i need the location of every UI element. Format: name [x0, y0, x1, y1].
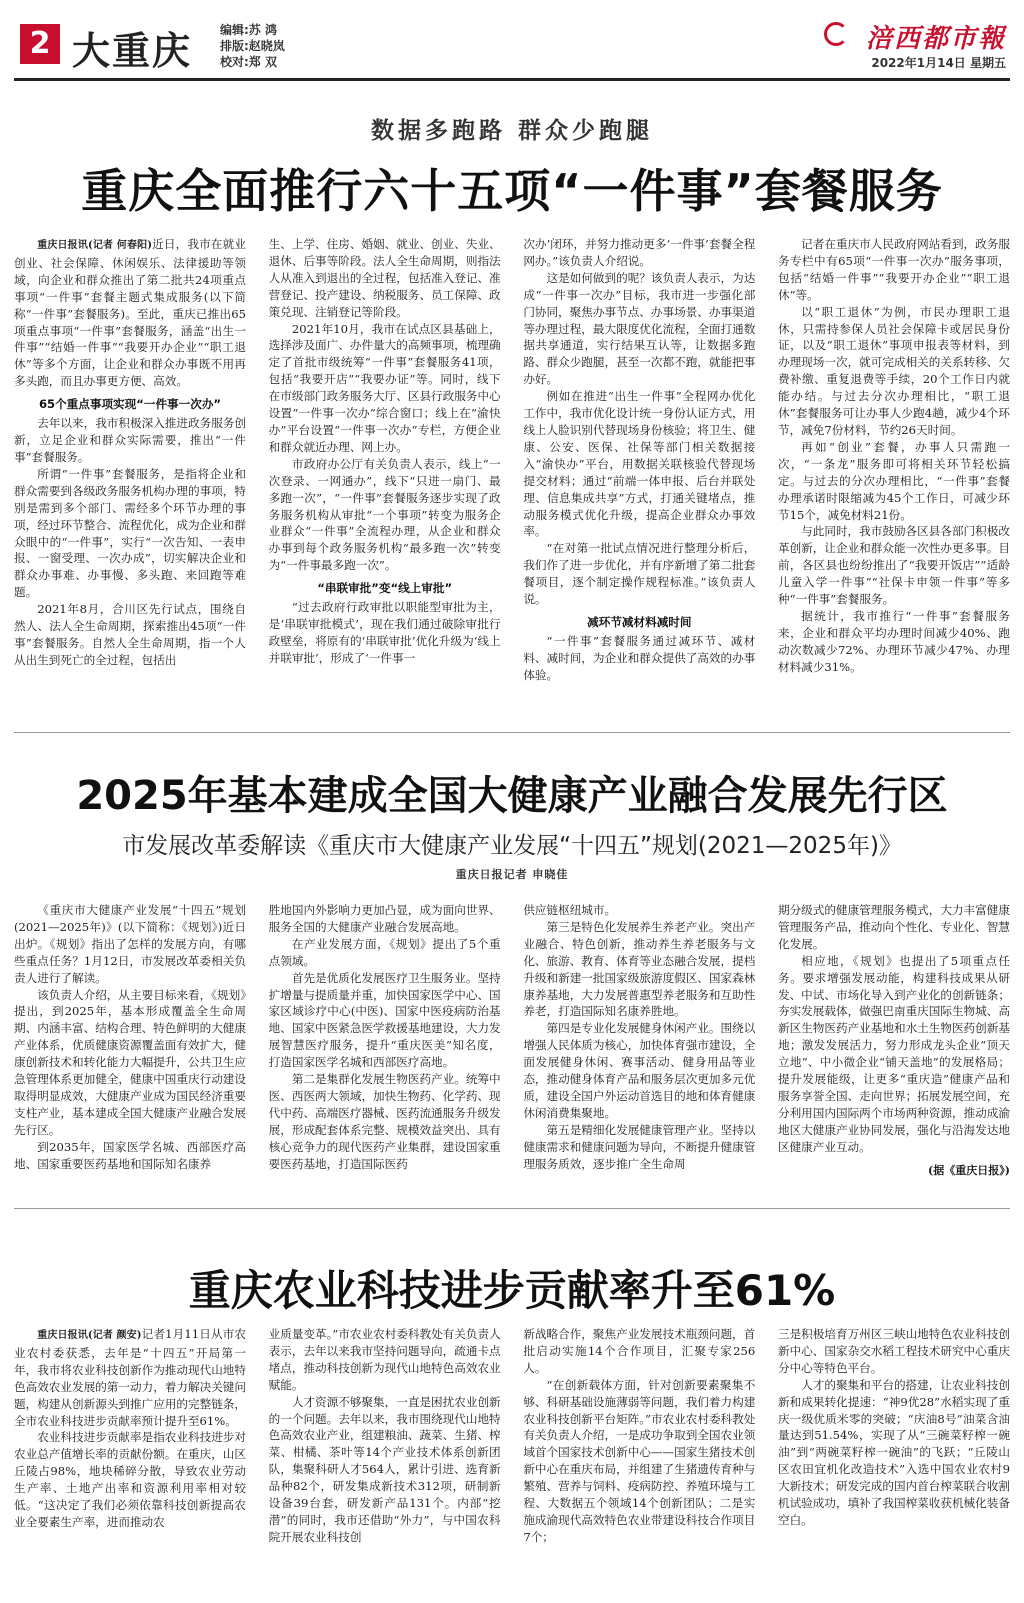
body-paragraph	[523, 1377, 755, 1546]
paragraph-text: 供应链枢纽城市。	[523, 903, 617, 917]
paragraph-text: 这是如何做到的呢？该负责人表示，为达成“一件事一次办”目标，我市进一步强化部门协同，聚焦办事节点、办事场景、办事渠道等办理过程，最大限度优化流程，全面打通数据共享通道，实行结果互认等，让数据多跑路、群众少跑腿，甚至一次都不跑，就能把事办好。	[523, 270, 756, 387]
body-paragraph	[523, 902, 755, 919]
body-paragraph	[14, 236, 246, 390]
body-paragraph	[269, 1326, 501, 1394]
body-paragraph	[269, 321, 501, 456]
body-paragraph	[778, 304, 1010, 439]
text-column	[14, 1326, 246, 1603]
body-paragraph	[778, 953, 1010, 1156]
text-column	[523, 236, 755, 722]
paragraph-text: 以“职工退休”为例，市民办理职工退休，只需持参保人员社会保障卡或居民身份证，以及“职工退休”事项申报表等材料，到办理现场一次，就可完成相关的关系转移、欠费补缴、重复退费等手续，20个工作日内就能办结。与过去分次办理相比，“职工退休”套餐服务可让办事人少跑4趟，减少4个环节，减免7份材料，节约26天时间。	[777, 304, 1010, 437]
article-health-industry	[14, 764, 1010, 1194]
body-paragraph	[778, 236, 1010, 304]
body-paragraph	[523, 1020, 755, 1121]
body-paragraph	[523, 1122, 755, 1173]
paragraph-text: 在产业发展方面，《规划》提出了5个重点领域。	[268, 936, 501, 968]
text-column	[14, 902, 246, 1194]
body-paragraph	[523, 540, 755, 608]
section-subheading: 65个重点事项实现“一件事一次办”	[38, 397, 222, 412]
body-paragraph	[14, 902, 246, 987]
paragraph-text: 第三是特色化发展养生养老产业。突出产业融合、特色创新，推动养生养老服务与文化、旅游、教育、体育等业态融合发展，提档升级和新建一批国家级旅游度假区、国家森林康养基地，大力发展普惠型养老服务和互助性养老，打造国际知名康养胜地。	[523, 919, 756, 1019]
text-column	[778, 236, 1010, 722]
body-paragraph	[523, 270, 755, 388]
paragraph-text: 近日，我市在就业创业、社会保障、休闲娱乐、法律援助等领域，向企业和群众推出了第二批共24项重点事项“一件事”套餐主题式集成服务(以下简称“一件事”套餐服务)。至此，重庆已推出65项重点事项“一件事”套餐服务，涵盖“出生一件事”“结婚一件事”“我要开办企业”“职工退休”等多个方面，让企业和群众办事既不用再多头跑，而且办事更方便、高效。	[14, 237, 246, 389]
body-paragraph	[523, 1326, 755, 1377]
body-paragraph	[14, 987, 246, 1139]
body-paragraph	[778, 608, 1010, 676]
paragraph-text: 次办’闭环，并努力推动更多‘一件事’套餐全程网办。”该负责人介绍说。	[523, 237, 756, 268]
article-columns	[14, 236, 1010, 722]
body-paragraph	[778, 1326, 1010, 1377]
body-paragraph	[269, 236, 501, 321]
body-paragraph	[778, 439, 1010, 524]
paragraph-text: “在创新载体方面，针对创新要素聚集不够、科研基础设施薄弱等问题，我们着力构建农业科技创新平台矩阵。”市农业农村委科教处有关负责人介绍，一是成功争取到全国农业领域首个国家技术创新中心——国家生猪技术创新中心在重庆布局，并组建了生猪遗传育种与繁殖、营养与饲料、疫病防控、养殖环境与工程、大数据五个领域14个创新团队；二是实施成渝现代高效特色农业带建设科技合作项目7个；	[523, 1377, 756, 1544]
paragraph-text: 2021年10月，我市在试点区县基础上，选择涉及面广、办件量大的高频事项，梳理确定了首批市级统筹“一件事”套餐服务41项，包括“我要开店”“我要办证”等。同时，线下在市级部门政务服务大厅、区县行政服务中心设置“一件事一次办”综合窗口；线上在“渝快办”平台设置“一件事一次办”专栏，方便企业和群众就近办理、网上办。	[268, 321, 501, 454]
article-headline: 2025年基本建成全国大健康产业融合发展先行区	[76, 773, 948, 819]
text-column	[523, 902, 755, 1194]
paragraph-text: 市政府办公厅有关负责人表示，线上“一次登录、一网通办”，线下“只进一扇门、最多跑一次”，“一件事”套餐服务逐步实现了政务服务机构从审批“一个事项”转变为服务企业群众“一件事”全流程办理，从企业和群众办事到每个政务服务机构“最多跑一次”转变为“一件事最多跑一次”。	[268, 456, 501, 573]
layout-line: 排版:赵晓岚	[220, 39, 285, 53]
paragraph-text: 第五是精细化发展健康管理产业。坚持以健康需求和健康问题为导向，不断提升健康管理服务质效，逐步推广全生命周	[523, 1122, 756, 1171]
dateline: 重庆日报讯(记者 颜安)	[37, 1330, 142, 1341]
article-one-件事	[14, 112, 1010, 722]
paragraph-text: 据统计，我市推行“一件事”套餐服务来，企业和群众平均办理时间减少40%、跑动次数减少72%、办理环节减少47%、办理材料减少31%。	[777, 608, 1010, 674]
body-paragraph	[269, 970, 501, 1071]
section-title: 大重庆	[72, 28, 193, 73]
paragraph-text: 第四是专业化发展健身休闲产业。围绕以增强人民体质为核心，加快体育强市建设，全面发展健身休闲、赛事活动、健身用品等业态，推动健身体育产品和服务层次更加多元优质，建设全国户外运动首选目的地和体育健康休闲消费集聚地。	[523, 1021, 756, 1120]
body-paragraph	[523, 633, 755, 684]
article-agri-tech	[14, 1258, 1010, 1603]
paragraph-text: 该负责人介绍，从主要目标来看，《规划》提出，到2025年，基本形成覆盖全生命周期、内涵丰富、结构合理、特色鲜明的大健康产业体系，优质健康资源覆盖面有效扩大，健康创新技术和转化能力大幅提升，公共卫生应急管理体系更加健全，健康中国重庆行动建设取得明显成效，大健康产业成为国民经济重要支柱产业，基本建成全国大健康产业融合发展先行区。	[14, 987, 246, 1137]
body-paragraph	[523, 919, 755, 1020]
paragraph-text: 农业科技进步贡献率是指农业科技进步对农业总产值增长率的贡献份额。在重庆，山区丘陵占98%，地块稀碎分散，导致农业劳动生产率、土地产出率和资源利用率相对较低。“这决定了我们必须依靠科技创新提高农业全要素生产率，进而推动农	[14, 1430, 246, 1529]
paragraph-text: 人才资源不够聚集，一直是困扰农业创新的一个问题。去年以来，我市围绕现代山地特色高效农业产业，组建粮油、蔬菜、生猪、榨菜、柑橘、茶叶等14个产业技术体系创新团队，集聚科研人才564人，累计引进、选育新品种82个，研发集成新技术312项，研制新设备39台套，研发新产品131个。内部“挖潜”的同时，我市还借助“外力”，与中国农科院开展农业科技创	[268, 1394, 501, 1544]
text-column	[269, 902, 501, 1194]
body-paragraph	[269, 902, 501, 936]
paragraph-text: 新战略合作，聚焦产业发展技术瓶颈问题，首批启动实施14个合作项目，汇聚专家256人。	[523, 1327, 756, 1375]
paragraph-text: 2021年8月，合川区先行试点，围绕自然人、法人全生命周期，探索推出45项“一件事”套餐服务。自然人全生命周期，指一个人从出生到死亡的全过程，包括出	[14, 602, 246, 667]
paragraph-text: 人才的聚集和平台的搭建，让农业科技创新和成果转化提速：“神9优28”水稻实现了重庆一级优质米零的突破；“庆油8号”油菜含油量达到51.54%，实现了从“三碗菜籽榨一碗油”到“两碗菜籽榨一碗油”的飞跃；“丘陵山区农田宜机化改造技术”入选中国农业农村9大新技术；研发完成的国内首台榨菜联合收割机试验成功，填补了我国榨菜收获机械化装备空白。	[777, 1377, 1010, 1527]
body-paragraph	[14, 1326, 246, 1429]
paragraph-text: 记者在重庆市人民政府网站看到，政务服务专栏中有65项“一件事一次办”服务事项，包括“结婚一件事”“我要开办企业”“职工退休”等。	[777, 237, 1010, 302]
section-subheading: “串联审批”变“线上审批”	[317, 581, 453, 596]
body-paragraph	[14, 601, 246, 669]
paragraph-text: “在对第一批试点情况进行整理分析后，我们作了进一步优化，并有序新增了第二批套餐项目，逐个制定操作规程标准。”该负责人说。	[523, 541, 756, 607]
body-paragraph	[523, 388, 755, 540]
paragraph-text: 业质量变革。”市农业农村委科教处有关负责人表示，去年以来我市坚持问题导向，疏通卡点堵点，推动科技创新为现代山地特色高效农业赋能。	[268, 1327, 501, 1392]
publication-date: 2022年1月14日 星期五	[871, 56, 1006, 70]
masthead-rule	[14, 78, 1010, 81]
masthead	[14, 16, 1010, 74]
text-column	[269, 1326, 501, 1603]
paragraph-text: 首先是优质化发展医疗卫生服务业。坚持扩增量与提质量并重，加快国家医学中心、国家区域诊疗中心(中医)、国家中医疫病防治基地、国家中医紧急医学救援基地建设，大力发展智慧医疗服务，提升“重庆医美”知名度，打造国家医学名城和西部医疗高地。	[268, 970, 501, 1070]
paragraph-text: 所谓“一件事”套餐服务，是指将企业和群众需要到各级政务服务机构办理的事项，特别是需到多个部门、需经多个环节办理的事项，经过环节整合、流程优化，成为企业和群众眼中的“一件事”，实行“一次告知、一表申报、一窗受理、一次办成”，切实解决企业和群众办事难、办事慢、多头跑、来回跑等难题。	[14, 466, 246, 600]
body-paragraph	[269, 1394, 501, 1546]
body-paragraph	[778, 1377, 1010, 1529]
paragraph-text: 《重庆市大健康产业发展“十四五”规划(2021—2025年)》(以下简称：《规划》)近日出炉。《规划》指出了怎样的发展方向，有哪些重点任务？1月12日，市发展改革委相关负责人进行了解读。	[14, 903, 246, 985]
paragraph-text: 再如“创业”套餐，办事人只需跑一次，“一条龙”服务即可将相关环节轻松搞定。与过去的分次办理相比，“一件事”套餐办理承诺时限缩减为45个工作日，可减少环节15个，减免材料21份。	[777, 439, 1010, 522]
section-subheading: 减环节减材料减时间	[587, 614, 692, 629]
body-paragraph	[778, 902, 1010, 953]
body-paragraph	[14, 415, 246, 466]
newspaper-logo-icon	[824, 22, 848, 46]
body-paragraph	[269, 1071, 501, 1172]
body-paragraph	[269, 456, 501, 574]
body-paragraph	[523, 236, 755, 270]
body-paragraph	[14, 1429, 246, 1530]
editor-credits	[220, 22, 285, 70]
paragraph-text: 与此同时，我市鼓励各区县各部门积极改革创新，让企业和群众能一次性办更多事。目前，各区县也纷纷推出了“我要开饭店”“适龄儿童入学一件事”“社保卡申领一件事”等多种“一件事”套餐服务。	[777, 524, 1010, 607]
body-paragraph	[778, 523, 1010, 608]
article-headline: 重庆全面推行六十五项“一件事”套餐服务	[81, 164, 943, 218]
text-column	[778, 902, 1010, 1194]
text-column	[269, 236, 501, 722]
body-paragraph	[269, 599, 501, 667]
paragraph-text: 去年以来，我市积极深入推进政务服务创新，立足企业和群众实际需要，推出“一件事”套餐服务。	[14, 416, 246, 464]
article-byline: 重庆日报记者 申晓佳	[455, 868, 569, 881]
paragraph-text: “一件事”套餐服务通过减环节、减材料、减时间，为企业和群众提供了高效的办事体验。	[523, 633, 756, 682]
article-headline: 重庆农业科技进步贡献率升至61%	[188, 1266, 836, 1315]
paragraph-text: 例如在推进“出生一件事”全程网办优化工作中，我市优化设计统一身份认证方式，用线上人脸识别代替现场身份核验；将卫生、健康、公安、医保、社保等部门相关数据接入“渝快办”平台，用数据关联核验代替现场提交材料；通过“前端一体申报、后台并联处理、信息集成共享”方式，打通关键堵点，推动服务模式优化升级，提高企业群众办事效率。	[523, 389, 756, 539]
article-columns	[14, 1326, 1010, 1603]
body-paragraph	[14, 1139, 246, 1173]
paragraph-text: 期分级式的健康管理服务模式，大力丰富健康管理服务产品，推动向个性化、专业化、智慧化发展。	[777, 903, 1010, 951]
paragraph-text: 到2035年，国家医学名城、西部医疗高地、国家重要医药基地和国际知名康养	[14, 1139, 246, 1171]
dateline: 重庆日报讯(记者 何春阳)	[37, 240, 152, 251]
text-column	[14, 236, 246, 722]
paragraph-text: 相应地，《规划》也提出了5项重点任务。要求增强发展动能，构建科技成果从研发、中试、市场化导入到产业化的创新链条；夯实发展载体，做强巴南重庆国际生物城、高新区生物医药产业基地和水土生物医药创新基地；激发发展活力，努力形成龙头企业“顶天立地”、中小微企业“铺天盖地”的发展格局；提升发展能级，让更多“重庆造”健康产品和服务享誉全国、走向世界；拓展发展空间，充分利用国内国际两个市场两种资源，推动成渝地区大健康产业协同发展，强化与沿海发达地区健康产业互动。	[777, 953, 1010, 1154]
body-paragraph	[269, 936, 501, 970]
article-subhead: 市发展改革委解读《重庆市大健康产业发展“十四五”规划(2021—2025年)》	[122, 833, 902, 859]
newspaper-name: 涪西都市報	[865, 24, 1006, 54]
article-columns	[14, 902, 1010, 1194]
section-divider	[14, 732, 1010, 733]
paragraph-text: 胜地国内外影响力更加凸显，成为面向世界、服务全国的大健康产业融合发展高地。	[268, 903, 501, 934]
paragraph-text: “过去政府行政审批以职能型审批为主，是‘串联审批模式’，现在我们通过破除审批行政壁垒，将原有的‘串联审批’优化升级为‘线上并联审批’，形成了‘一件事一	[268, 600, 501, 665]
paragraph-text: 第二是集群化发展生物医药产业。统筹中医、西医两大领域，加快生物药、化学药、现代中药、高端医疗器械、医药流通服务升级发展，形成配套体系完整、规模效益突出、具有核心竞争力的现代医药产业集群，建设国家重要医药基地，打造国际医药	[268, 1072, 501, 1171]
proofreader-line: 校对:郑 双	[220, 55, 277, 69]
paragraph-text: 记者1月11日从市农业农村委获悉，去年是“十四五”开局第一年，我市将农业科技创新作为推动现代山地特色高效农业发展的第一动力，着力解决关键问题，构建从创新源头到推广应用的完整链条，全市农业科技进步贡献率预计提升至61%。	[14, 1327, 246, 1428]
page-number: 2	[20, 24, 60, 64]
source-credit: (据《重庆日报》)	[928, 1163, 1010, 1177]
editor-line: 编辑:苏 鸿	[220, 23, 277, 37]
text-column	[523, 1326, 755, 1603]
paragraph-text: 生、上学、住房、婚姻、就业、创业、失业、退休、后事等阶段。法人全生命周期，则指法人从准入到退出的全过程，包括准入登记、准营登记、投产建设、纳税服务、员工保障、政策兑现、注销登记等阶段。	[268, 237, 501, 319]
paragraph-text: 三是积极培育万州区三峡山地特色农业科技创新中心、国家杂交水稻工程技术研究中心重庆分中心等特色平台。	[777, 1327, 1010, 1375]
text-column	[778, 1326, 1010, 1603]
body-paragraph	[14, 466, 246, 601]
article-kicker: 数据多跑路 群众少跑腿	[370, 118, 653, 144]
section-divider	[14, 1208, 1010, 1209]
